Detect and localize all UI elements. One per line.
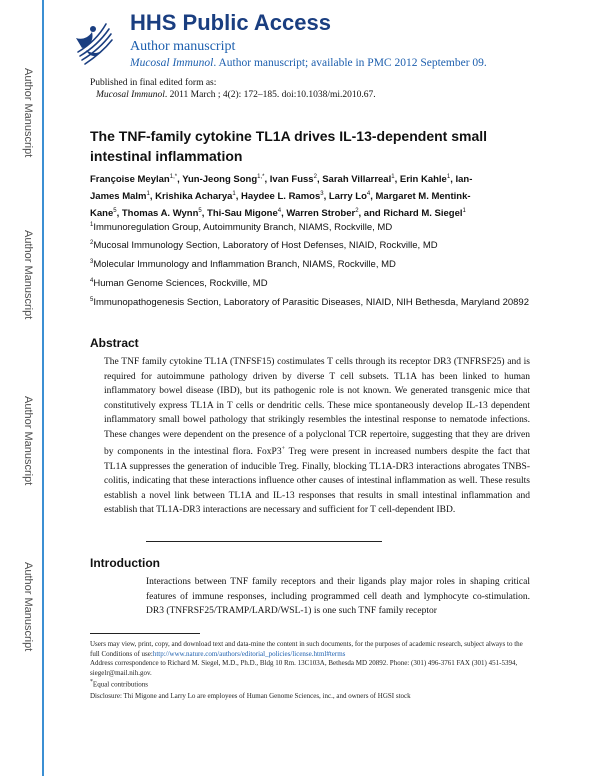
terms-footnote [90, 640, 530, 659]
author-affiliation: 5 [198, 208, 202, 215]
author-name: Ivan Fuss [269, 174, 314, 186]
affiliation [90, 293, 530, 310]
affiliation-number: 4 [90, 278, 94, 284]
author-list: Françoise Meylan$^{1,*}$, Yun-Jeong Song$^{1,*}$, Ivan Fuss$^2$, Sarah Villarreal$^1$, Erin Kahle$^1$, Ian-James Malm$^1$, Krishika Acharya$^1$, Haydee L. Ramos$^3$, Larry Lo$^4$, Margaret M. Mentink-Kane$^5$, Thomas A. Wynn$^5$, Thi-Sau Migone$^4$, Warren Strober$^2$, and Richard M. Siegel$^1$ [90, 174, 473, 220]
author-affiliation: 4 [277, 208, 282, 215]
intro-body: Interactions between TNF family receptors and their ligands play major roles in shaping critical features of immune responses, including programmed cell death and lymphocyte co-stimulation. DR3 (TNFRSF25/TRAMP/LARD/WSL-1) is one such TNF family receptor [146, 577, 530, 616]
equal-contribution-footnote [90, 678, 530, 690]
author-affiliation: 1 [146, 191, 150, 198]
author-affiliation: 2 [355, 208, 359, 215]
affiliation [90, 274, 530, 291]
author-name: Warren Strober [286, 208, 356, 220]
author-affiliation: 1 [232, 191, 236, 198]
hhs-title: HHS Public Access [130, 10, 331, 35]
author-affiliation: 1 [391, 174, 395, 180]
affiliation-number: 2 [90, 240, 94, 246]
author-name: Richard M. Siegel [383, 208, 463, 220]
author-name: Margaret M. Mentink-Kane [90, 191, 471, 220]
affiliation-text: Molecular Immunology and Inflammation Branch, NIAMS, Rockville, MD [93, 259, 396, 271]
sidebar-label: Author Manuscript [22, 230, 34, 320]
availability-text: . Author manuscript; available in PMC 2012 September 09. [213, 57, 487, 69]
citation-journal: Mucosal Immunol [96, 90, 165, 100]
author-name: Thomas A. Wynn [121, 208, 199, 220]
citation [90, 89, 376, 101]
availability-line [130, 57, 487, 69]
hhs-eagle-logo-icon [72, 10, 116, 70]
citation-details: . 2011 March ; 4(2): 172–185. doi:10.1038/mi.2010.67. [164, 90, 376, 100]
author [322, 174, 394, 185]
affiliation-text: Immunopathogenesis Section, Laboratory of Parasitic Diseases, NIAID, NIH Bethesda, Maryland 20892 [93, 297, 529, 309]
published-label: Published in final edited form as: [90, 78, 217, 88]
author-name: Yun-Jeong Song [182, 174, 258, 186]
terms-link[interactable]: http://www.nature.com/authors/editorial_policies/license.html#terms [152, 649, 346, 658]
author-name: Erin Kahle [399, 174, 447, 186]
affiliation-number: 5 [90, 297, 94, 303]
journal-name: Mucosal Immunol [130, 57, 214, 69]
author [270, 174, 317, 185]
footnotes [90, 640, 530, 701]
affiliation [90, 255, 530, 272]
affiliation-text: Human Genome Sciences, Rockville, MD [93, 278, 268, 290]
author-name: Ian-James Malm [90, 174, 473, 203]
affiliation-text: Mucosal Immunology Section, Laboratory of Host Defenses, NIAID, Rockville, MD [93, 240, 438, 252]
equal-text: Equal contributions [92, 680, 148, 689]
affiliation [90, 218, 530, 235]
author-name: Haydee L. Ramos [241, 191, 321, 203]
sidebar-label: Author Manuscript [22, 562, 34, 652]
sidebar-label: Author Manuscript [22, 68, 34, 158]
disclosure-footnote: Disclosure: Thi Migone and Larry Lo are employees of Human Genome Sciences, inc., and owners of HGSI stock [90, 691, 411, 700]
affiliation [90, 236, 530, 253]
abstract-body [104, 355, 530, 518]
author-affiliation: 3 [320, 191, 324, 198]
author-affiliation: 1 [462, 208, 466, 215]
author-affiliation: 1 [446, 174, 451, 180]
abstract-superscript: + [281, 446, 285, 452]
affiliation-text: Immunoregulation Group, Autoimmunity Branch, NIAMS, Rockville, MD [93, 222, 393, 234]
footnote-divider [90, 633, 200, 634]
abstract-text: The TNF family cytokine TL1A (TNFSF15) costimulates T cells through its receptor DR3 (TNFRSF25) and is required for autoimmune pathology driven by diverse T cell subsets. TL1A has been linked to human inflammatory bowel disease (IBD), but its pathogenic role is not known. We generated transgenic mice that constitutively express TL1A in T cells or dendritic cells. These mice spontaneously develop IL-13 dependent inflammatory small bowel pathology that strikingly resembles the intestinal response to nematode infections. These changes were dependent on the presence of a polyclonal TCR repertoire, suggesting that they are driven by components in the intestinal flora. FoxP3 [104, 357, 530, 458]
publication-info [90, 77, 376, 101]
correspondence-footnote: Address correspondence to Richard M. Siegel, M.D., Ph.D., Bldg 10 Rm. 13C103A, Bethesda MD 20892. Phone: (301) 496-3761 FAX (301) 451-5394, siegelr@mail.nih.gov. [90, 659, 518, 677]
author-affiliation: 1,* [169, 174, 178, 180]
author [241, 191, 324, 202]
author-affiliation: 1,* [257, 174, 265, 180]
author-affiliation: 2 [313, 174, 317, 180]
equal-symbol: * [90, 679, 93, 685]
author-affiliation: 4 [366, 191, 371, 198]
terms-text: Users may view, print, copy, and download text and data-mine the content in such documents, for the purposes of academic research, subject always to the full Conditions of use: [90, 640, 523, 658]
author-name: Sarah Villarreal [322, 174, 392, 186]
author [329, 191, 370, 202]
author [155, 191, 236, 202]
author [182, 174, 264, 185]
author-affiliation: 5 [113, 208, 117, 215]
sidebar-label: Author Manuscript [22, 396, 34, 486]
paper-title: The TNF-family cytokine TL1A drives IL-13-dependent small intestinal inflammation [90, 128, 488, 164]
manuscript-type: Author manuscript [130, 39, 236, 54]
intro-heading: Introduction [90, 556, 160, 570]
abstract-text: Treg were present in increased numbers despite the fact that TL1A suppresses the generation of inducible Treg. Finally, blocking TL1A-DR3 interactions abrogates TNBS-colitis, indicating that these interactions influence other causes of intestinal inflammation as well. These results establish a novel link between TL1A and IL-13 responses that results in small intestinal inflammation and establish that TL1A-DR3 interactions are necessary and sufficient for T cell-dependent IBD. [104, 447, 530, 516]
author-name: Krishika Acharya [155, 191, 233, 203]
affiliation-number: 3 [90, 259, 94, 265]
author [90, 174, 177, 185]
abstract-heading: Abstract [90, 336, 139, 350]
author-name: Thi-Sau Migone [207, 208, 278, 220]
sidebar [0, 0, 44, 776]
affiliation-number: 1 [90, 222, 94, 228]
author [400, 174, 450, 185]
author-name: Larry Lo [328, 191, 367, 203]
divider [146, 541, 382, 542]
sidebar-rule [42, 0, 44, 776]
author-name: Françoise Meylan [90, 174, 170, 186]
